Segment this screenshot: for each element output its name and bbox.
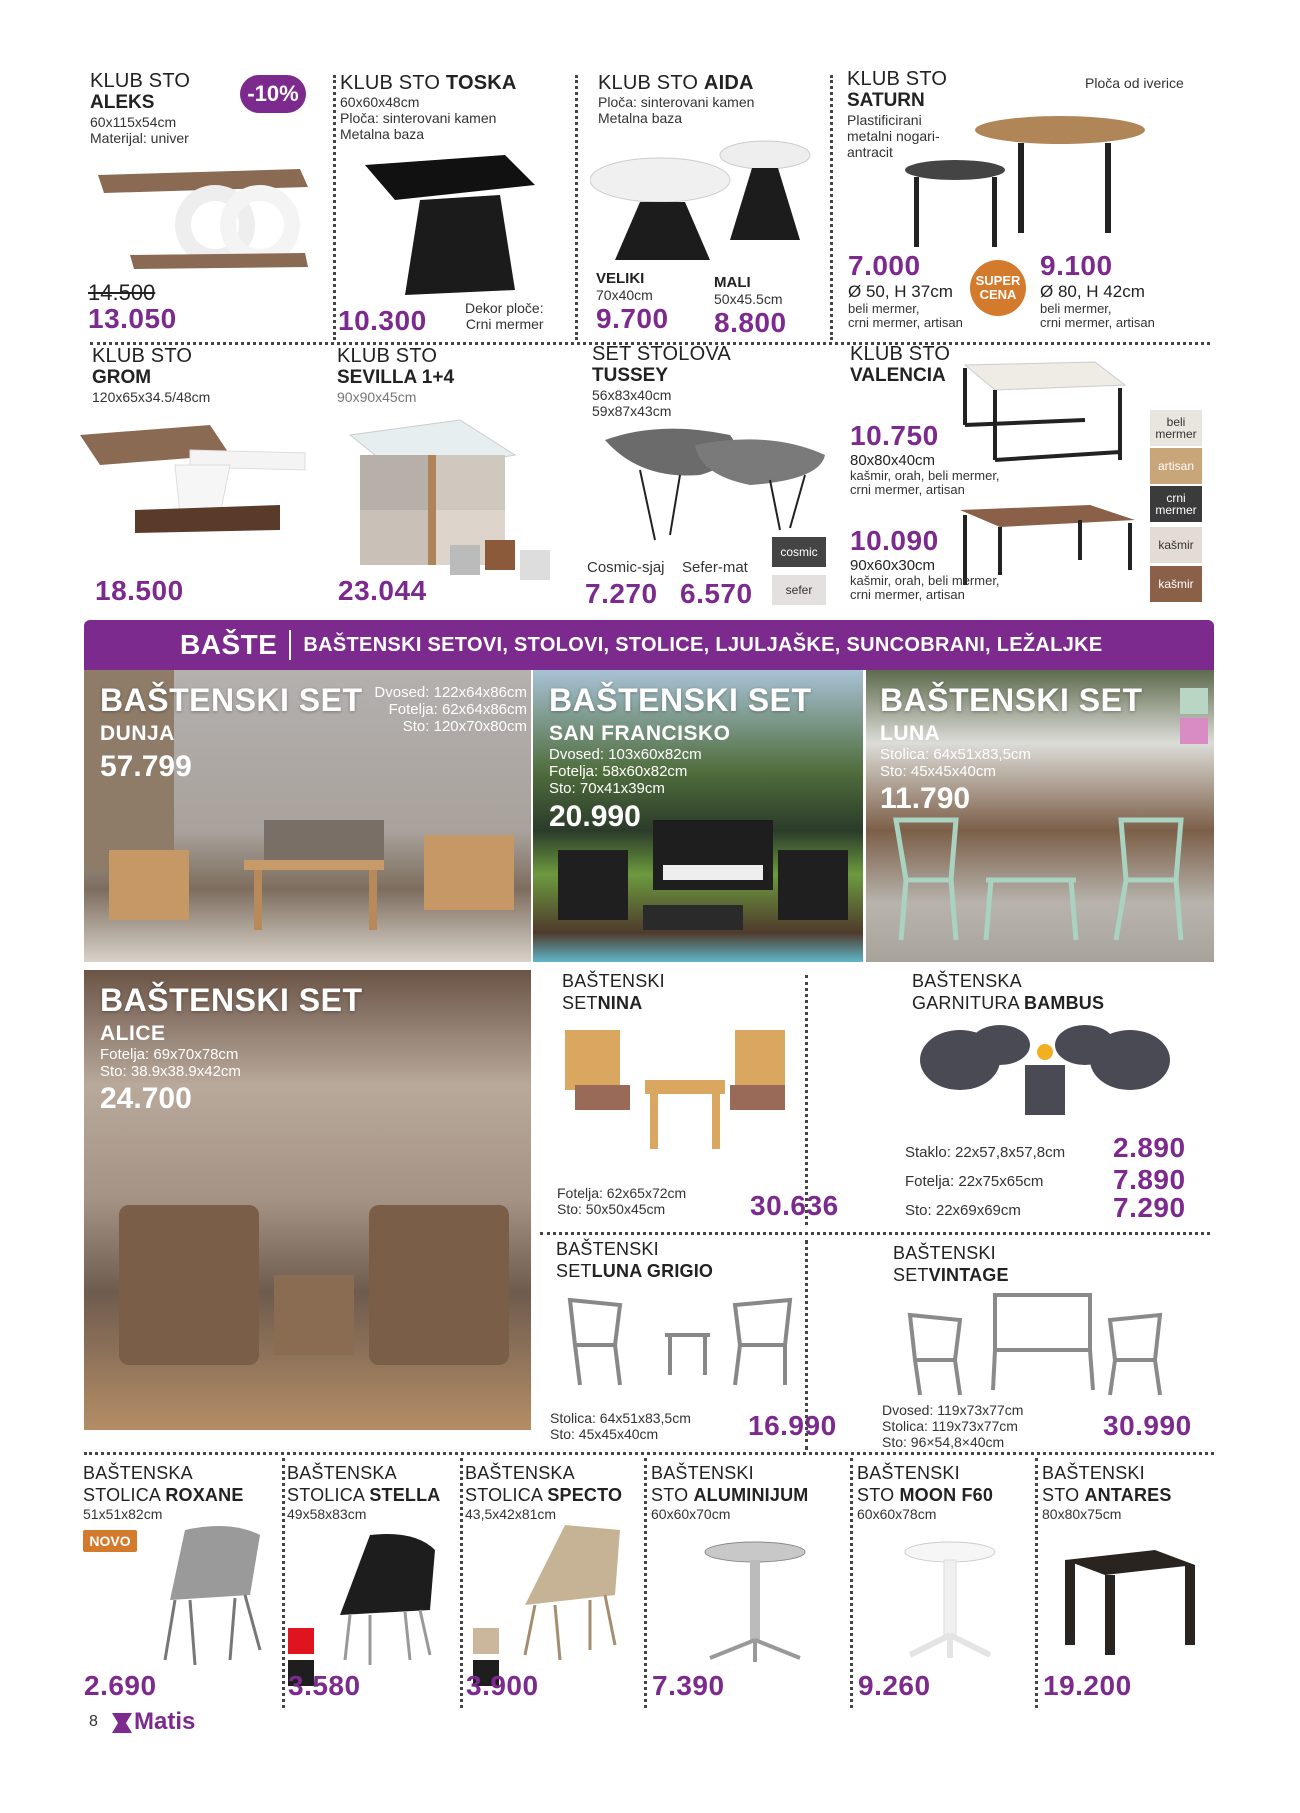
set-alice[interactable] bbox=[84, 970, 531, 1430]
set-bambus[interactable] bbox=[912, 970, 1104, 1014]
set-name: ALICE bbox=[100, 1022, 166, 1045]
spec-line: Dvosed: 122x64x86cm bbox=[374, 684, 527, 701]
product-type: SET STOLOVA bbox=[592, 343, 731, 365]
set-title: BAŠTENSKI SET bbox=[100, 982, 363, 1018]
product-image bbox=[365, 155, 540, 295]
set-image bbox=[543, 810, 853, 950]
product-type: KLUB STO bbox=[340, 72, 441, 94]
set-specs bbox=[374, 684, 527, 735]
divider bbox=[805, 975, 808, 1225]
set-nina[interactable] bbox=[562, 970, 665, 1014]
set-image bbox=[876, 800, 1206, 950]
banner-subtitle: BAŠTENSKI SETOVI, STOLOVI, STOLICE, LJULJAŠKE, SUNCOBRANI, LEŽALJKE bbox=[303, 633, 1103, 656]
set-name: SAN FRANCISKO bbox=[549, 722, 731, 745]
legs-note: metalni nogari- bbox=[847, 128, 940, 144]
product-type: KLUB STO bbox=[598, 72, 699, 94]
product-grom[interactable] bbox=[92, 345, 210, 405]
set-image bbox=[104, 790, 524, 950]
colors: crni mermer, artisan bbox=[850, 482, 965, 497]
swatch-label: kašmir bbox=[1158, 577, 1194, 591]
product-sevilla[interactable] bbox=[337, 345, 454, 405]
set-type: BAŠTENSKI bbox=[562, 971, 665, 991]
product-tussey[interactable] bbox=[592, 343, 731, 419]
price: 30.990 bbox=[1103, 1410, 1192, 1441]
divider bbox=[805, 1240, 808, 1450]
price: 10.300 bbox=[338, 305, 427, 336]
product-image bbox=[150, 1520, 270, 1665]
set-vintage[interactable] bbox=[893, 1242, 1009, 1286]
product-name: ALEKS bbox=[90, 92, 155, 113]
spec-line: Dvosed: 119x73x77cm bbox=[882, 1402, 1024, 1418]
product-dims: 43,5x42x81cm bbox=[465, 1506, 557, 1522]
banner-separator bbox=[289, 630, 291, 660]
set-image bbox=[104, 1185, 524, 1385]
colors: kašmir, orah, beli mermer, bbox=[850, 468, 1000, 483]
price: 30.636 bbox=[750, 1190, 839, 1221]
size-dims: Ø 50, H 37cm bbox=[848, 282, 953, 301]
divider bbox=[282, 1458, 285, 1708]
divider bbox=[333, 75, 336, 340]
size-dims: 70x40cm bbox=[596, 287, 653, 303]
product-type: BAŠTENSKA bbox=[83, 1463, 193, 1483]
swatch-label: crni mermer bbox=[1155, 491, 1197, 517]
price: 7.290 bbox=[1113, 1192, 1186, 1223]
spec-line: Fotelja: 58x60x82cm bbox=[549, 763, 688, 780]
product-dims: 60x115x54cm bbox=[90, 114, 177, 130]
price: 9.100 bbox=[1040, 250, 1113, 281]
price: 7.000 bbox=[848, 250, 921, 281]
spec-line: Sto: 50x50x45cm bbox=[557, 1201, 666, 1217]
spec-line: Fotelja: 69x70x78cm bbox=[100, 1046, 239, 1063]
product-base: Metalna baza bbox=[598, 110, 683, 126]
price: 10.090 bbox=[850, 525, 939, 556]
divider bbox=[575, 75, 578, 340]
saturn-small bbox=[848, 250, 963, 330]
product-dims: 80x80x75cm bbox=[1042, 1506, 1122, 1522]
colors: beli mermer, bbox=[1040, 301, 1112, 316]
colors: crni mermer, artisan bbox=[1040, 315, 1155, 330]
price: 3.900 bbox=[466, 1670, 539, 1701]
color-swatch-mint[interactable] bbox=[1180, 688, 1208, 714]
swatch-artisan[interactable] bbox=[1150, 448, 1202, 484]
set-image bbox=[905, 1290, 1165, 1400]
product-type: KLUB STO bbox=[337, 345, 438, 367]
product-type: STO bbox=[857, 1485, 895, 1505]
price: 16.990 bbox=[748, 1410, 837, 1441]
page-number: 8 bbox=[89, 1713, 98, 1730]
set-specs bbox=[882, 1402, 1023, 1450]
product-image bbox=[325, 1530, 450, 1665]
product-dims: 60x60x70cm bbox=[651, 1506, 731, 1522]
product-type: STOLICA bbox=[465, 1485, 543, 1505]
super-price-badge bbox=[970, 260, 1026, 316]
matis-logo-icon bbox=[112, 1711, 132, 1733]
decor-label: Dekor ploče: bbox=[465, 300, 544, 316]
brand-name: Matis bbox=[134, 1708, 196, 1735]
product-type: STO bbox=[1042, 1485, 1080, 1505]
size-dims: 50x45.5cm bbox=[714, 291, 783, 307]
set-dunja[interactable] bbox=[84, 670, 531, 962]
product-name: SPECTO bbox=[547, 1485, 623, 1505]
price: 6.570 bbox=[680, 578, 753, 609]
set-title: BAŠTENSKI SET bbox=[100, 682, 363, 718]
set-specs bbox=[557, 1185, 686, 1217]
product-type: BAŠTENSKI bbox=[1042, 1463, 1145, 1483]
set-type: BAŠTENSKI bbox=[556, 1239, 659, 1259]
banner-title: BAŠTE bbox=[180, 629, 278, 660]
variant-label: Sefer-mat bbox=[682, 559, 748, 576]
product-image bbox=[90, 165, 310, 275]
new-badge: NOVO bbox=[83, 1530, 137, 1552]
product-image bbox=[900, 115, 1150, 255]
set-luna[interactable] bbox=[866, 670, 1214, 962]
price: 8.800 bbox=[714, 307, 787, 338]
set-san-francisko[interactable] bbox=[533, 670, 863, 962]
product-type: KLUB STO bbox=[850, 343, 951, 365]
set-title: BAŠTENSKI SET bbox=[880, 682, 1143, 718]
plate-note: Ploča od iverice bbox=[1085, 75, 1184, 91]
set-name: BAMBUS bbox=[1024, 993, 1105, 1013]
product-image bbox=[590, 130, 815, 270]
brand-logo bbox=[112, 1708, 195, 1736]
swatch-label: artisan bbox=[1157, 459, 1195, 473]
price: 9.700 bbox=[596, 303, 669, 334]
product-type: KLUB STO bbox=[92, 345, 193, 367]
set-name: VINTAGE bbox=[928, 1265, 1009, 1285]
product-name: AIDA bbox=[703, 72, 754, 94]
product-name: TUSSEY bbox=[592, 365, 669, 386]
colors: crni mermer, artisan bbox=[850, 587, 965, 602]
spec-line: Sto: 22x69x69cm bbox=[905, 1202, 1021, 1219]
set-type: BAŠTENSKA bbox=[912, 971, 1022, 991]
set-name: DUNJA bbox=[100, 722, 175, 745]
swatch-cosmic[interactable]: cosmic bbox=[772, 537, 826, 567]
divider bbox=[830, 75, 833, 340]
product-dims: 120x65x34.5/48cm bbox=[92, 389, 211, 405]
price: 7.390 bbox=[652, 1670, 725, 1701]
swatch-kasmir-dark[interactable] bbox=[1150, 566, 1202, 602]
spec-line: Sto: 38.9x38.9x42cm bbox=[100, 1063, 241, 1080]
colors: beli mermer, bbox=[848, 301, 920, 316]
product-type: BAŠTENSKI bbox=[651, 1463, 754, 1483]
product-name: MOON F60 bbox=[899, 1485, 994, 1505]
set-specs bbox=[880, 746, 1031, 780]
set-type: GARNITURA bbox=[912, 993, 1019, 1013]
size-large bbox=[596, 270, 669, 335]
variant-label: Cosmic-sjaj bbox=[587, 559, 665, 576]
product-dims: 60x60x48cm bbox=[340, 94, 420, 110]
product-name: SATURN bbox=[847, 90, 925, 111]
product-material: Materijal: univer bbox=[90, 130, 189, 146]
spec-line: Fotelja: 62x65x72cm bbox=[557, 1185, 687, 1201]
color-swatch-beige[interactable] bbox=[473, 1628, 499, 1654]
price: 2.690 bbox=[84, 1670, 157, 1701]
valencia-rect bbox=[850, 525, 1000, 602]
price: 2.890 bbox=[1113, 1132, 1186, 1163]
set-image bbox=[560, 1290, 800, 1390]
product-stella[interactable] bbox=[287, 1462, 462, 1522]
price: 10.750 bbox=[850, 420, 939, 451]
size-dims: Ø 80, H 42cm bbox=[1040, 282, 1145, 301]
set-type: BAŠTENSKI bbox=[893, 1243, 996, 1263]
set-name: LUNA GRIGIO bbox=[591, 1261, 714, 1281]
product-aida[interactable] bbox=[598, 72, 754, 126]
price: 23.044 bbox=[338, 575, 427, 606]
product-base: Metalna baza bbox=[340, 126, 425, 142]
product-dims: 59x87x43cm bbox=[592, 403, 672, 419]
divider bbox=[84, 1452, 1214, 1455]
swatch-sefer[interactable]: sefer bbox=[772, 575, 826, 605]
spec-line: Stolica: 119x73x77cm bbox=[882, 1418, 1018, 1434]
product-plate: Ploča: sinterovani kamen bbox=[340, 110, 497, 126]
set-type: SET bbox=[556, 1261, 592, 1281]
price: 18.500 bbox=[95, 575, 184, 606]
spec-line: Sto: 96×54,8×40cm bbox=[882, 1434, 1005, 1450]
product-type: STOLICA bbox=[287, 1485, 365, 1505]
set-luna-grigio[interactable] bbox=[556, 1238, 713, 1282]
product-name: STELLA bbox=[369, 1485, 441, 1505]
swatch-beli-mermer[interactable] bbox=[1150, 410, 1202, 446]
product-type: STO bbox=[651, 1485, 689, 1505]
price: 7.890 bbox=[1113, 1164, 1186, 1195]
colors: crni mermer, artisan bbox=[848, 315, 963, 330]
badge-text: SUPER bbox=[975, 273, 1021, 288]
spec-line: Sto: 45x45x40cm bbox=[880, 763, 996, 780]
set-type: SET bbox=[893, 1265, 929, 1285]
set-image bbox=[560, 1025, 785, 1155]
product-dims: 60x60x78cm bbox=[857, 1506, 937, 1522]
product-toska[interactable] bbox=[340, 72, 517, 142]
product-aluminijum[interactable] bbox=[651, 1462, 851, 1522]
size-label: VELIKI bbox=[596, 270, 645, 287]
product-name: ANTARES bbox=[1084, 1485, 1172, 1505]
product-image bbox=[1060, 1545, 1200, 1660]
product-dims: 56x83x40cm bbox=[592, 387, 672, 403]
product-moon-f60[interactable] bbox=[857, 1462, 1037, 1522]
spec-line: Fotelja: 22x75x65cm bbox=[905, 1173, 1044, 1190]
set-price: 57.799 bbox=[100, 750, 192, 783]
saturn-large bbox=[1040, 250, 1155, 330]
swatch-label: beli mermer bbox=[1155, 415, 1197, 441]
price: 13.050 bbox=[88, 303, 177, 334]
badge-text: CENA bbox=[979, 287, 1017, 302]
product-image bbox=[505, 1520, 635, 1660]
legs-note: Plastificirani bbox=[847, 112, 922, 128]
price: 7.270 bbox=[585, 578, 658, 609]
swatch-kasmir-light[interactable] bbox=[1150, 527, 1202, 563]
product-image bbox=[600, 420, 830, 550]
set-specs bbox=[549, 746, 702, 797]
price: 19.200 bbox=[1043, 1670, 1132, 1701]
color-swatch-pink[interactable] bbox=[1180, 718, 1208, 744]
set-image bbox=[910, 1020, 1180, 1130]
size-dims: 80x80x40cm bbox=[850, 452, 936, 469]
set-price: 24.700 bbox=[100, 1082, 192, 1115]
spec-line: Sto: 70x41x39cm bbox=[549, 780, 665, 797]
product-name: VALENCIA bbox=[850, 365, 946, 386]
set-title: BAŠTENSKI SET bbox=[549, 682, 812, 718]
set-specs bbox=[550, 1410, 691, 1442]
old-price: 14.500 bbox=[88, 280, 156, 305]
product-dims: 90x90x45cm bbox=[337, 389, 417, 405]
decor-value: Crni mermer bbox=[465, 316, 544, 332]
swatch-label: kašmir bbox=[1158, 538, 1194, 552]
set-name: NINA bbox=[597, 993, 643, 1013]
product-dims: 51x51x82cm bbox=[83, 1506, 163, 1522]
price: 9.260 bbox=[858, 1670, 931, 1701]
size-dims: 90x60x30cm bbox=[850, 557, 936, 574]
spec-line: Sto: 120x70x80cm bbox=[402, 718, 527, 735]
product-plate: Ploča: sinterovani kamen bbox=[598, 94, 755, 110]
discount-badge: -10% bbox=[240, 75, 306, 113]
legs-note: antracit bbox=[847, 144, 893, 160]
size-small bbox=[714, 274, 787, 339]
product-type: BAŠTENSKI bbox=[857, 1463, 960, 1483]
product-antares[interactable] bbox=[1042, 1462, 1212, 1522]
product-name: SEVILLA 1+4 bbox=[337, 367, 455, 388]
set-specs bbox=[100, 1046, 241, 1080]
product-image bbox=[80, 425, 310, 535]
product-aleks[interactable] bbox=[90, 70, 190, 146]
category-banner bbox=[84, 620, 1214, 670]
product-name: ROXANE bbox=[165, 1485, 244, 1505]
spec-line: Stolica: 64x51x83,5cm bbox=[550, 1410, 691, 1426]
product-image bbox=[895, 1540, 1005, 1665]
product-dims: 49x58x83cm bbox=[287, 1506, 367, 1522]
divider bbox=[540, 1232, 1210, 1235]
product-type: KLUB STO bbox=[847, 68, 948, 90]
spec-line: Stolica: 64x51x83,5cm bbox=[880, 746, 1031, 763]
product-name: GROM bbox=[92, 367, 152, 388]
colors: kašmir, orah, beli mermer, bbox=[850, 573, 1000, 588]
set-name: LUNA bbox=[880, 722, 941, 745]
product-roxane[interactable] bbox=[83, 1462, 278, 1522]
product-type: BAŠTENSKA bbox=[465, 1463, 575, 1483]
product-valencia[interactable] bbox=[850, 343, 950, 387]
price: 3.580 bbox=[288, 1670, 361, 1701]
product-specto[interactable] bbox=[465, 1462, 645, 1522]
set-type: SET bbox=[562, 993, 598, 1013]
product-name: TOSKA bbox=[445, 72, 517, 94]
spec-line: Staklo: 22x57,8x57,8cm bbox=[905, 1144, 1066, 1161]
product-type: BAŠTENSKA bbox=[287, 1463, 397, 1483]
spec-line: Dvosed: 103x60x82cm bbox=[549, 746, 702, 763]
product-image bbox=[700, 1540, 810, 1665]
set-price: 20.990 bbox=[549, 800, 641, 833]
product-type: KLUB STO bbox=[90, 70, 191, 92]
spec-line: Fotelja: 62x64x86cm bbox=[388, 701, 527, 718]
spec-line: Sto: 45x45x40cm bbox=[550, 1426, 659, 1442]
swatch-crni-mermer[interactable] bbox=[1150, 486, 1202, 522]
color-swatch-red[interactable] bbox=[288, 1628, 314, 1654]
valencia-square bbox=[850, 420, 1000, 497]
product-type: STOLICA bbox=[83, 1485, 161, 1505]
decor-note bbox=[465, 300, 544, 332]
set-price: 11.790 bbox=[880, 782, 971, 815]
product-name: ALUMINIJUM bbox=[693, 1485, 809, 1505]
size-label: MALI bbox=[714, 274, 751, 291]
